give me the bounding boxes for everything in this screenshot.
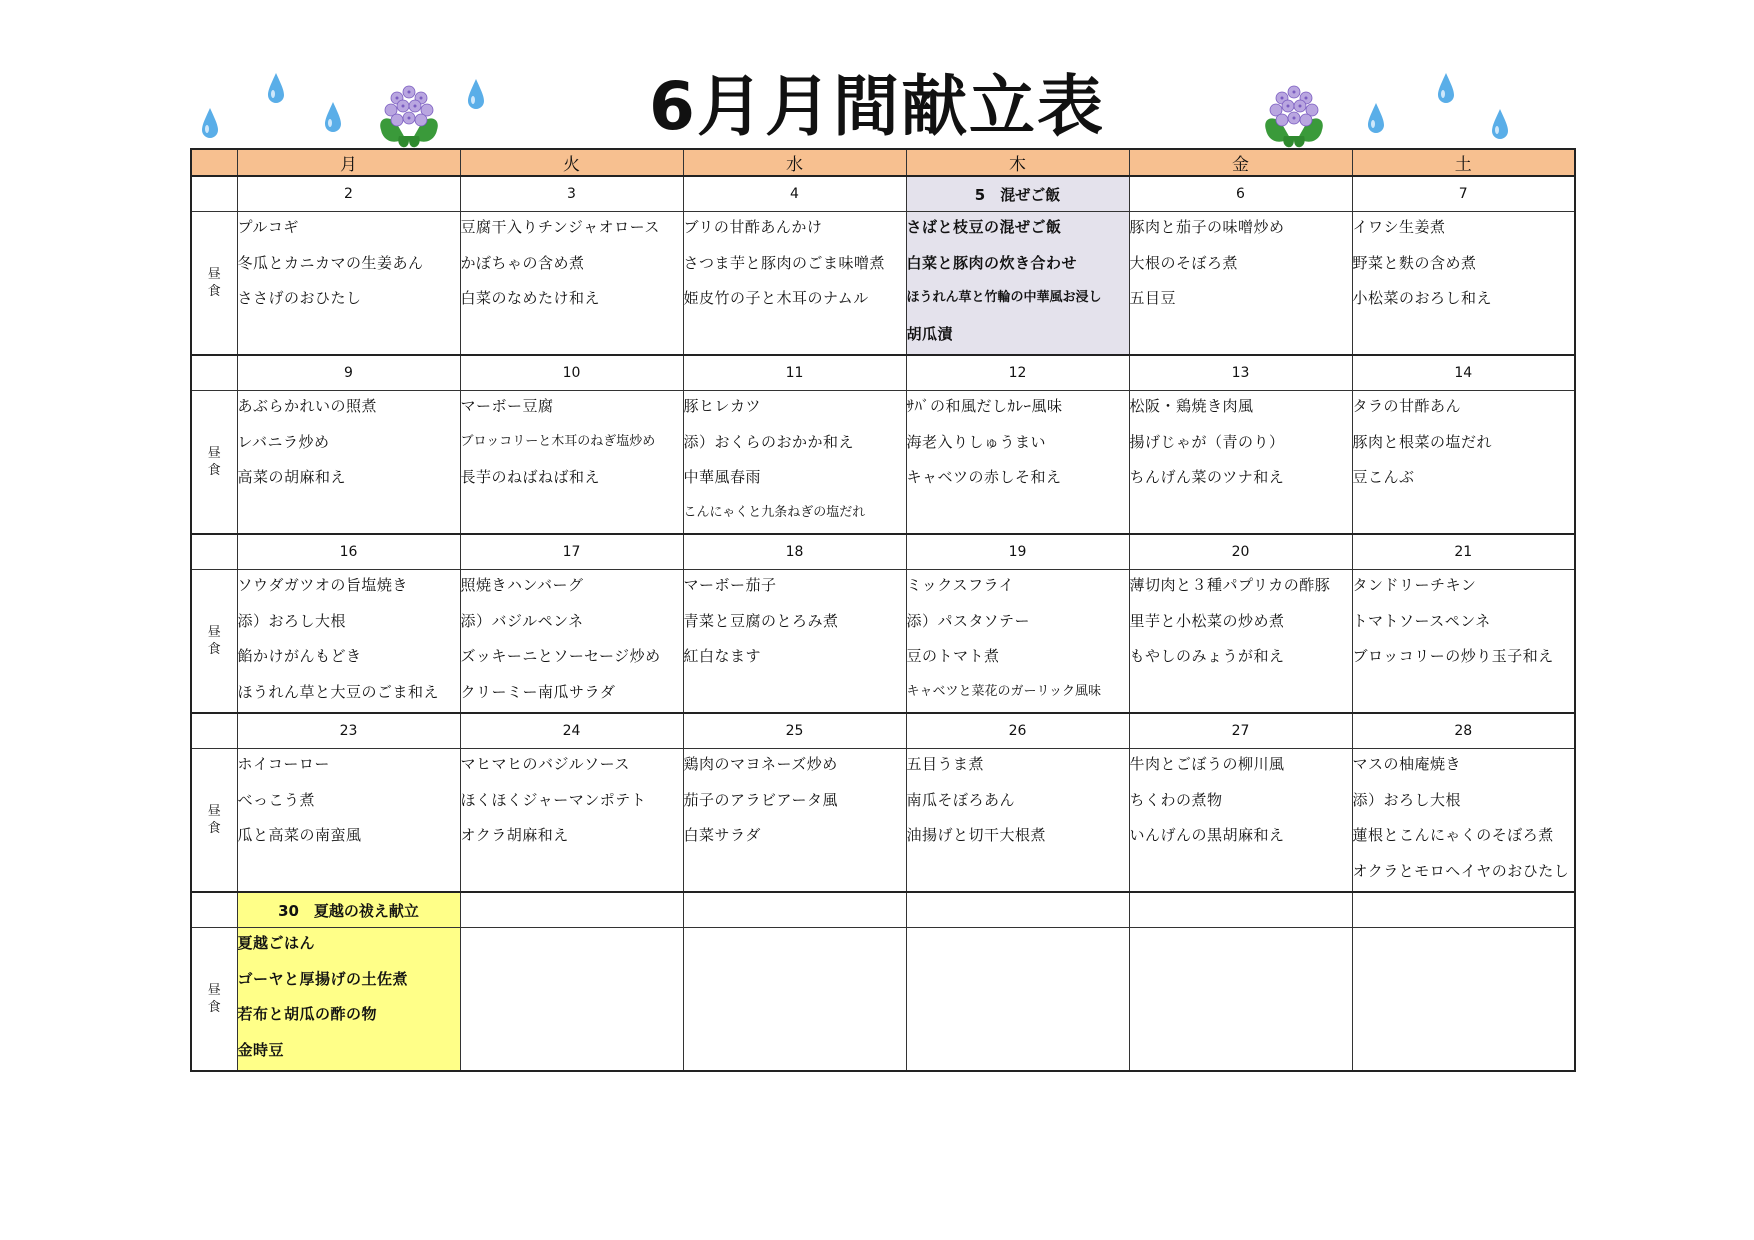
menu-item: 添）おろし大根 — [1352, 790, 1462, 809]
menu-item: さつま芋と豚肉のごま味噌煮 — [683, 253, 886, 272]
menu-item: オクラ胡麻和え — [460, 826, 569, 844]
menu-item: 金時豆 — [237, 1040, 285, 1059]
menu-item: レバニラ炒め — [237, 432, 330, 451]
weekday-thu: 木 — [906, 149, 1129, 176]
menu-cell — [460, 212, 683, 356]
day-number: 7 — [1352, 176, 1575, 212]
menu-cell — [1129, 212, 1352, 356]
meal-row — [191, 391, 1575, 535]
menu-item: 高菜の胡麻和え — [237, 468, 347, 486]
day-number: 11 — [683, 355, 906, 391]
date-row — [191, 534, 1575, 570]
menu-item: 紅白なます — [683, 647, 762, 665]
day-number: 26 — [906, 713, 1129, 749]
menu-item: 海老入りしゅうまい — [906, 432, 1047, 451]
menu-cell — [237, 391, 460, 535]
menu-item: 添）バジルペンネ — [460, 611, 584, 630]
menu-item: 豆のトマト煮 — [906, 647, 1000, 665]
day-number: 18 — [683, 534, 906, 570]
menu-cell — [683, 570, 906, 714]
menu-item: 豚肉と根菜の塩だれ — [1352, 432, 1493, 451]
menu-item: 五目豆 — [1129, 289, 1177, 307]
menu-cell — [906, 391, 1129, 535]
date-row-label — [191, 176, 237, 212]
menu-item: 松阪・鶏焼き肉風 — [1129, 397, 1254, 415]
menu-item: あぶらかれいの照煮 — [237, 397, 378, 415]
menu-item: マヒマヒのバジルソース — [460, 755, 630, 773]
menu-cell — [237, 928, 460, 1072]
menu-cell — [1129, 749, 1352, 893]
menu-item: 豚肉と茄子の味噌炒め — [1129, 218, 1285, 236]
menu-item: 薄切肉と３種パプリカの酢豚 — [1129, 576, 1331, 594]
menu-item: 夏越ごはん — [237, 934, 316, 952]
day-number — [460, 892, 683, 928]
meal-label — [191, 749, 237, 893]
menu-item: プルコギ — [237, 218, 299, 236]
day-number: 4 — [683, 176, 906, 212]
menu-item: 豚ヒレカツ — [683, 397, 762, 415]
menu-item: マスの柚庵焼き — [1352, 755, 1462, 773]
day-number: 17 — [460, 534, 683, 570]
menu-item: キャベツの赤しそ和え — [906, 468, 1062, 486]
day-number: 19 — [906, 534, 1129, 570]
date-row — [191, 892, 1575, 928]
menu-item: クリーミー南瓜サラダ — [460, 682, 616, 701]
menu-cell — [906, 749, 1129, 893]
meal-row — [191, 928, 1575, 1072]
menu-cell — [906, 212, 1129, 356]
menu-cell — [237, 212, 460, 356]
lunch-label: 昼食 — [207, 267, 221, 299]
menu-item: 豆こんぶ — [1352, 468, 1415, 486]
menu-item: ほうれん草と大豆のごま和え — [237, 682, 440, 701]
day-number: 9 — [237, 355, 460, 391]
menu-item: 豆腐干入りチンジャオロース — [460, 218, 660, 236]
header-corner — [191, 149, 237, 176]
weekday-header-row — [191, 149, 1575, 176]
date-row — [191, 176, 1575, 212]
lunch-label: 昼食 — [207, 983, 221, 1015]
menu-item: 白菜と豚肉の炊き合わせ — [906, 253, 1078, 272]
menu-item: 胡瓜漬 — [906, 324, 954, 343]
menu-item: さばと枝豆の混ぜご飯 — [906, 218, 1062, 236]
weekday-mon: 月 — [237, 149, 460, 176]
menu-item: 五目うま煮 — [906, 755, 985, 773]
menu-cell — [460, 749, 683, 893]
menu-item: 中華風春雨 — [683, 468, 762, 486]
menu-item: 白菜サラダ — [683, 826, 761, 844]
menu-cell — [1129, 928, 1352, 1072]
menu-cell — [683, 212, 906, 356]
menu-cell — [1352, 391, 1575, 535]
day-number: 25 — [683, 713, 906, 749]
lunch-label: 昼食 — [207, 446, 221, 478]
menu-item: 若布と胡瓜の酢の物 — [237, 1005, 378, 1023]
menu-item: 揚げじゃが（青のり） — [1129, 432, 1285, 451]
menu-cell — [1129, 391, 1352, 535]
date-row-label — [191, 892, 237, 928]
meal-label — [191, 391, 237, 535]
menu-item: マーボー茄子 — [683, 576, 777, 594]
menu-cell — [1129, 570, 1352, 714]
date-row — [191, 355, 1575, 391]
menu-item: ほうれん草と竹輪の中華風お浸し — [906, 290, 1102, 305]
menu-item: ゴーヤと厚揚げの土佐煮 — [237, 969, 409, 988]
day-number: 3 — [460, 176, 683, 212]
menu-item: かぼちゃの含め煮 — [460, 253, 585, 272]
menu-item: 添）パスタソテー — [906, 611, 1031, 630]
menu-item: 鶏肉のマヨネーズ炒め — [683, 755, 838, 773]
meal-row — [191, 570, 1575, 714]
menu-item: ささげのおひたし — [237, 289, 362, 307]
menu-item: 長芋のねばねば和え — [460, 468, 601, 486]
day-number: 20 — [1129, 534, 1352, 570]
day-number — [683, 892, 906, 928]
day-number: 16 — [237, 534, 460, 570]
menu-item: トマトソースペンネ — [1352, 611, 1491, 630]
menu-item: マーボー豆腐 — [460, 397, 554, 415]
menu-item: ミックスフライ — [906, 576, 1015, 594]
menu-cell — [237, 570, 460, 714]
day-number: 14 — [1352, 355, 1575, 391]
menu-item: オクラとモロヘイヤのおひたし — [1352, 861, 1570, 880]
meal-label — [191, 928, 237, 1072]
meal-row — [191, 212, 1575, 356]
date-row-label — [191, 355, 237, 391]
menu-item: ブロッコリーの炒り玉子和え — [1352, 647, 1554, 665]
day-number: 6 — [1129, 176, 1352, 212]
menu-cell — [1352, 212, 1575, 356]
menu-calendar — [190, 148, 1576, 1072]
menu-item: 瓜と高菜の南蛮風 — [237, 826, 362, 844]
menu-item: 大根のそぼろ煮 — [1129, 253, 1239, 272]
menu-item: 姫皮竹の子と木耳のナムル — [683, 289, 869, 307]
menu-item: ちんげん菜のツナ和え — [1129, 468, 1285, 486]
menu-item: ズッキーニとソーセージ炒め — [460, 647, 661, 665]
menu-item: ブロッコリーと木耳のねぎ塩炒め — [460, 433, 656, 449]
menu-cell — [237, 749, 460, 893]
menu-item: タラの甘酢あん — [1352, 397, 1462, 415]
day-number — [1129, 892, 1352, 928]
day-number: 28 — [1352, 713, 1575, 749]
weeks-body — [191, 176, 1575, 1071]
menu-item: ブリの甘酢あんかけ — [683, 218, 823, 236]
menu-cell — [460, 928, 683, 1072]
day-number: 2 — [237, 176, 460, 212]
menu-item: ホイコーロー — [237, 755, 330, 773]
day-number: 21 — [1352, 534, 1575, 570]
menu-cell — [683, 928, 906, 1072]
menu-item: もやしのみょうが和え — [1129, 647, 1285, 665]
weekday-fri: 金 — [1129, 149, 1352, 176]
day-number: 23 — [237, 713, 460, 749]
menu-item: 添）おろし大根 — [237, 611, 347, 630]
special-day-number: 5 混ぜご飯 — [906, 176, 1129, 212]
meal-label — [191, 570, 237, 714]
day-number: 12 — [906, 355, 1129, 391]
day-number: 13 — [1129, 355, 1352, 391]
weekday-tue: 火 — [460, 149, 683, 176]
menu-item: 白菜のなめたけ和え — [460, 289, 601, 307]
menu-item: 青菜と豆腐のとろみ煮 — [683, 611, 839, 630]
menu-item: 冬瓜とカニカマの生姜あん — [237, 253, 424, 272]
date-row-label — [191, 713, 237, 749]
page-title: 6月月間献立表 — [649, 68, 1105, 145]
menu-item: 照焼きハンバーグ — [460, 576, 584, 594]
menu-item: ほくほくジャーマンポテト — [460, 790, 647, 809]
menu-item: 野菜と麩の含め煮 — [1352, 253, 1477, 272]
day-number: 27 — [1129, 713, 1352, 749]
menu-item: べっこう煮 — [237, 790, 316, 809]
menu-item: 南瓜そぼろあん — [906, 790, 1016, 809]
menu-item: いんげんの黒胡麻和え — [1129, 826, 1285, 844]
menu-item: 小松菜のおろし和え — [1352, 289, 1493, 307]
menu-item: タンドリーチキン — [1352, 576, 1477, 594]
menu-item: ｻﾊﾞの和風だしｶﾚｰ風味 — [906, 397, 1063, 415]
menu-cell — [683, 391, 906, 535]
menu-item: 添）おくらのおかか和え — [683, 432, 855, 451]
weekday-wed: 水 — [683, 149, 906, 176]
day-number — [906, 892, 1129, 928]
menu-item: こんにゃくと九条ねぎの塩だれ — [683, 504, 866, 520]
menu-item: 餡かけがんもどき — [237, 647, 362, 665]
special-day-number: 30 夏越の祓え献立 — [237, 892, 460, 928]
menu-cell — [906, 570, 1129, 714]
menu-item: キャベツと菜花のガーリック風味 — [906, 683, 1101, 699]
date-row-label — [191, 534, 237, 570]
day-number: 24 — [460, 713, 683, 749]
menu-item: ちくわの煮物 — [1129, 790, 1223, 809]
menu-cell — [1352, 570, 1575, 714]
menu-item: 油揚げと切干大根煮 — [906, 826, 1047, 844]
weekday-sat: 土 — [1352, 149, 1575, 176]
day-number: 10 — [460, 355, 683, 391]
menu-cell — [1352, 928, 1575, 1072]
menu-item: 蓮根とこんにゃくのそぼろ煮 — [1352, 826, 1554, 844]
lunch-label: 昼食 — [207, 804, 221, 836]
date-row — [191, 713, 1575, 749]
lunch-label: 昼食 — [207, 625, 221, 657]
menu-item: イワシ生姜煮 — [1352, 218, 1446, 236]
meal-label — [191, 212, 237, 356]
menu-cell — [906, 928, 1129, 1072]
meal-row — [191, 749, 1575, 893]
menu-cell — [460, 570, 683, 714]
menu-item: 牛肉とごぼうの柳川風 — [1129, 755, 1285, 773]
menu-cell — [683, 749, 906, 893]
menu-cell — [1352, 749, 1575, 893]
menu-item: ソウダガツオの旨塩焼き — [237, 576, 408, 594]
menu-item: 茄子のアラビアータ風 — [683, 790, 839, 809]
menu-cell — [460, 391, 683, 535]
menu-item: 里芋と小松菜の炒め煮 — [1129, 611, 1285, 630]
day-number — [1352, 892, 1575, 928]
